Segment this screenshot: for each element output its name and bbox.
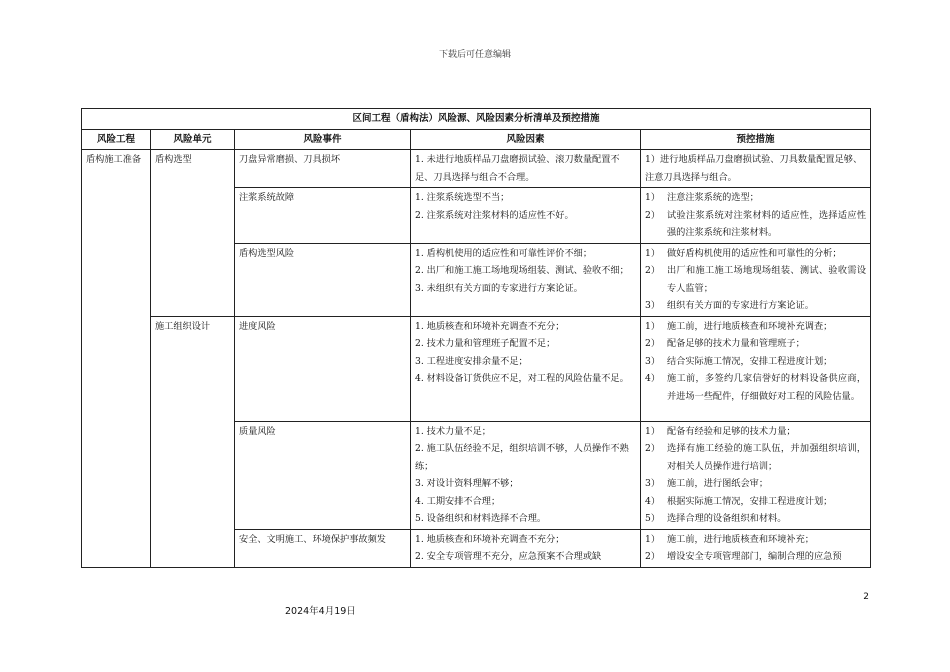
measure-cell bbox=[641, 243, 871, 316]
measure-cell bbox=[641, 529, 871, 567]
measure-line: 1）进行地质样品刀盘磨损试验、刀具数量配置足够、注意刀具选择与组合。 bbox=[645, 154, 863, 183]
page-number: 2 bbox=[863, 592, 869, 602]
factor-line: 1. 注浆系统选型不当； bbox=[415, 192, 510, 203]
measure-cell bbox=[641, 421, 871, 529]
table-header-row bbox=[82, 129, 871, 150]
risk-factor-cell bbox=[411, 421, 641, 529]
factor-line: 2. 施工队伍经验不足，组织培训不够，人员操作不熟练； bbox=[415, 443, 629, 472]
risk-event-cell: 刀盘异常磨损、刀具损坏 bbox=[235, 150, 411, 188]
measure-item: 5） 选择合理的设备组织和材料。 bbox=[645, 513, 787, 524]
factor-line: 2. 出厂和施工施工场地现场组装、测试、验收不细； bbox=[415, 265, 629, 276]
factor-line: 4. 工期安排不合理； bbox=[415, 495, 501, 507]
factor-line: 1. 盾构机使用的适应性和可靠性评价不细； bbox=[415, 247, 593, 259]
factor-line: 3. 对设计资料理解不够； bbox=[415, 478, 519, 489]
measure-item: 2） 增设安全专项管理部门，编制合理的应急预 bbox=[645, 551, 842, 562]
factor-line: 3. 未组织有关方面的专家进行方案论证。 bbox=[415, 282, 583, 294]
measure-item: 1） 配备有经验和足够的技术力量； bbox=[645, 425, 796, 437]
factor-line: 2. 注浆系统对注浆材料的适应性不好。 bbox=[415, 209, 574, 221]
factor-line: 2. 技术力量和管理班子配置不足； bbox=[415, 338, 556, 349]
measure-item: 4） 施工前，多签约几家信誉好的材料设备供应商，并进场一些配件，仔细做好对工程的风险估量。 bbox=[645, 373, 867, 402]
header-note: 下载后可任意编辑 bbox=[438, 50, 511, 60]
measure-item: 1） 施工前，进行地质核查和环境补充调查； bbox=[645, 320, 833, 332]
factor-line: 2. 安全专项管理不充分，应急预案不合理或缺 bbox=[415, 551, 602, 562]
risk-factor-cell bbox=[411, 150, 641, 188]
table-row bbox=[82, 150, 871, 188]
table-title: 区间工程（盾构法）风险源、风险因素分析清单及预控措施 bbox=[82, 109, 871, 130]
risk-event-cell: 进度风险 bbox=[235, 316, 411, 421]
risk-factor-cell bbox=[411, 243, 641, 316]
factor-line: 1. 技术力量不足； bbox=[415, 425, 491, 437]
risk-unit-cell: 盾构选型 bbox=[151, 150, 235, 317]
risk-factor-cell bbox=[411, 188, 641, 244]
factor-line: 1. 地质核查和环境补充调查不充分； bbox=[415, 320, 565, 332]
measure-item: 2） 配备足够的技术力量和管理班子； bbox=[645, 338, 805, 349]
measure-item: 3） 组织有关方面的专家进行方案论证。 bbox=[645, 300, 814, 311]
footer-date: 2024年4月19日 bbox=[285, 606, 356, 617]
measure-item: 4） 根据实际施工情况，安排工程进度计划； bbox=[645, 495, 833, 507]
factor-line: 3. 工程进度安排余量不足； bbox=[415, 355, 528, 367]
measure-cell bbox=[641, 150, 871, 188]
risk-factor-cell bbox=[411, 316, 641, 421]
measure-item: 1） 注意注浆系统的选型； bbox=[645, 192, 759, 203]
factor-line: 4. 材料设备订货供应不足，对工程的风险估量不足。 bbox=[415, 373, 629, 384]
risk-unit-cell: 施工组织设计 bbox=[151, 316, 235, 567]
column-header: 风险工程 bbox=[82, 129, 151, 150]
risk-factor-cell bbox=[411, 529, 641, 567]
table-title-row bbox=[82, 109, 871, 130]
risk-event-cell: 安全、文明施工、环境保护事故频发 bbox=[235, 529, 411, 567]
measure-cell bbox=[641, 188, 871, 244]
measure-item: 2） 出厂和施工施工场地现场组装、测试、验收需设专人监管； bbox=[645, 265, 867, 294]
risk-event-cell: 注浆系统故障 bbox=[235, 188, 411, 244]
risk-event-cell: 质量风险 bbox=[235, 421, 411, 529]
measure-cell bbox=[641, 316, 871, 421]
measure-item: 3） 施工前，进行图纸会审； bbox=[645, 478, 769, 489]
factor-line: 1. 未进行地质样品刀盘磨损试验、滚刀数量配置不足、刀具选择与组合不合理。 bbox=[415, 154, 620, 183]
column-header: 风险单元 bbox=[151, 129, 235, 150]
column-header: 预控措施 bbox=[641, 129, 871, 150]
risk-table bbox=[81, 108, 871, 568]
factor-line: 1. 地质核查和环境补充调查不充分； bbox=[415, 533, 565, 545]
measure-item: 2） 选择有施工经验的施工队伍，并加强组织培训，对相关人员操作进行培训； bbox=[645, 443, 867, 472]
risk-engineering-cell: 盾构施工准备 bbox=[82, 150, 151, 568]
risk-event-cell: 盾构选型风险 bbox=[235, 243, 411, 316]
factor-line: 5. 设备组织和材料选择不合理。 bbox=[415, 513, 547, 524]
table-row bbox=[82, 316, 871, 421]
measure-item: 1） 施工前，进行地质核查和环境补充； bbox=[645, 533, 814, 545]
column-header: 风险事件 bbox=[235, 129, 411, 150]
column-header: 风险因素 bbox=[411, 129, 641, 150]
measure-item: 1） 做好盾构机使用的适应性和可靠性的分析； bbox=[645, 247, 842, 259]
measure-item: 3） 结合实际施工情况，安排工程进度计划； bbox=[645, 355, 833, 367]
measure-item: 2） 试验注浆系统对注浆材料的适应性，选择适应性强的注浆系统和注浆材料。 bbox=[645, 209, 867, 238]
